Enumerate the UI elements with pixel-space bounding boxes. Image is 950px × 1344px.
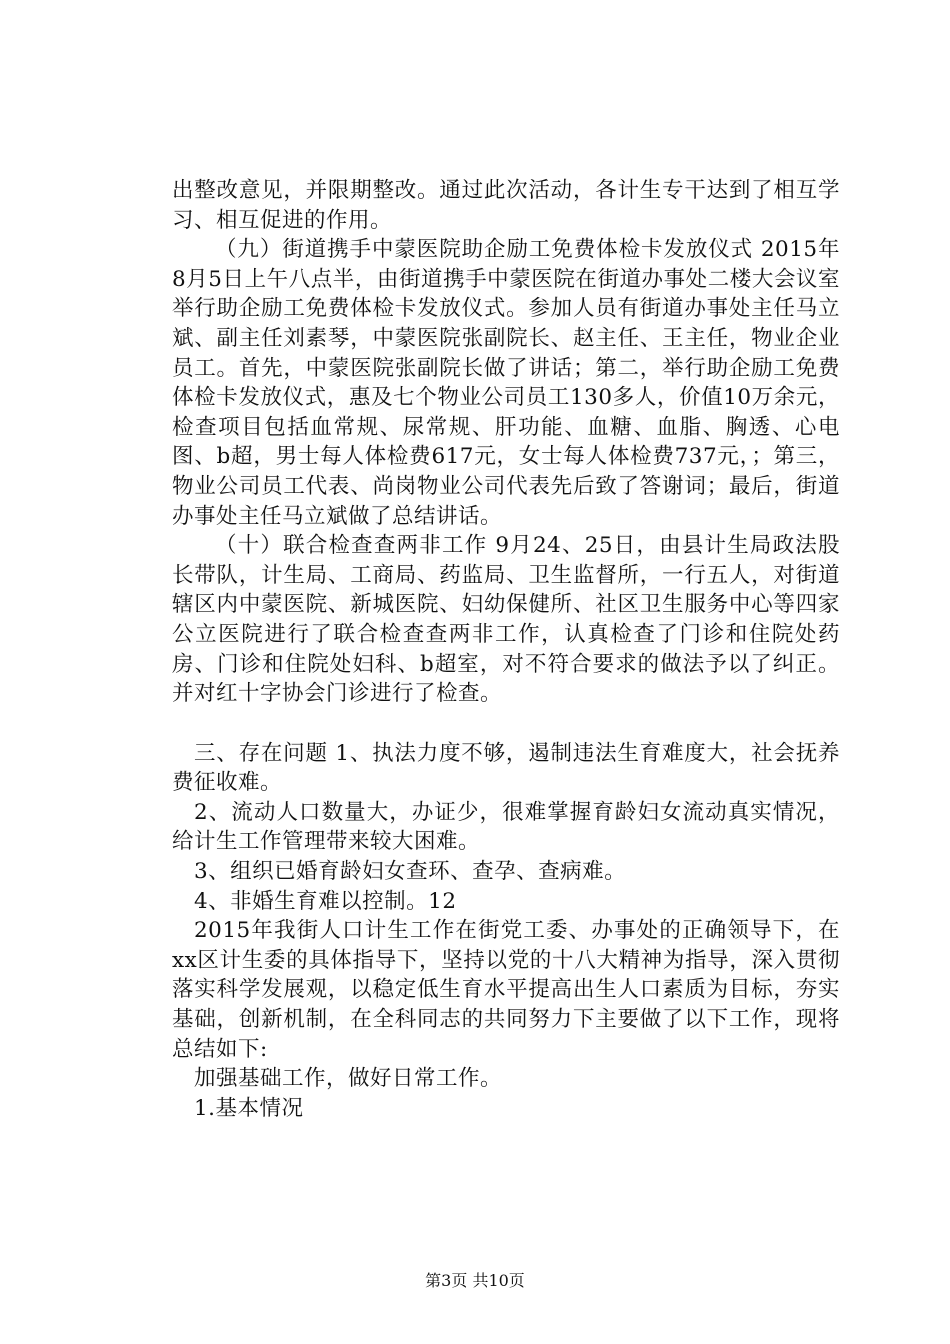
paragraph-strengthen-basics: 加强基础工作，做好日常工作。 (194, 1066, 503, 1092)
paragraph-problem-four: 4、非婚生育难以控制。12 (194, 888, 457, 914)
paragraph-summary-intro: 2015年我街人口计生工作在街党工委、办事处的正确领导下，在xx区计生委的具体指导下，坚持以党的十八大精神为指导，深入贯彻落实科学发展观，以稳定低生育水平提高出生人口素质为目标，夯实基础，创新机制，在全科同志的共同努力下主要做了以下工作，现将总结如下: (172, 918, 840, 1062)
paragraph-basic-situation-heading: 1.基本情况 (194, 1095, 304, 1121)
paragraph-section-three-problems: 三、存在问题 1、执法力度不够，遏制违法生育难度大，社会抚养费征收难。 (172, 740, 840, 796)
paragraph-item-ten-joint-inspection: （十）联合检查查两非工作 9月24、25日，由县计生局政法股长带队，计生局、工商局、药监局、卫生监督所，一行五人，对街道辖区内中蒙医院、新城医院、妇幼保健所、社区卫生服务中心等四家公立医院进行了联合检查查两非工作，认真检查了门诊和住院处药房、门诊和住院处妇科、b超室，对不符合要求的做法予以了纠正。并对红十字协会门诊进行了检查。 (172, 533, 840, 707)
paragraph-item-nine-health-card: （九）街道携手中蒙医院助企励工免费体检卡发放仪式 2015年8月5日上午八点半，由街道携手中蒙医院在街道办事处二楼大会议室举行助企励工免费体检卡发放仪式。参加人员有街道办事处主任马立斌、副主任刘素琴，中蒙医院张副院长、赵主任、王主任，物业企业员工。首先，中蒙医院张副院长做了讲话；第二，举行助企励工免费体检卡发放仪式，惠及七个物业公司员工130多人，价值10万余元，检查项目包括血常规、尿常规、肝功能、血糖、血脂、胸透、心电图、b超，男士每人体检费617元，女士每人体检费737元，；第三，物业公司员工代表、尚岗物业公司代表先后致了答谢词；最后，街道办事处主任马立斌做了总结讲话。 (172, 237, 840, 529)
paragraph-problem-three: 3、组织已婚育龄妇女查环、查孕、查病难。 (194, 859, 627, 885)
paragraph-rectification-outcome: 出整改意见，并限期整改。通过此次活动，各计生专干达到了相互学习、相互促进的作用。 (172, 178, 840, 233)
paragraph-problem-two: 2、流动人口数量大，办证少，很难掌握育龄妇女流动真实情况，给计生工作管理带来较大困难。 (172, 799, 840, 855)
document-body (172, 176, 840, 1123)
page-footer: 第3页 共10页 (425, 1271, 525, 1290)
